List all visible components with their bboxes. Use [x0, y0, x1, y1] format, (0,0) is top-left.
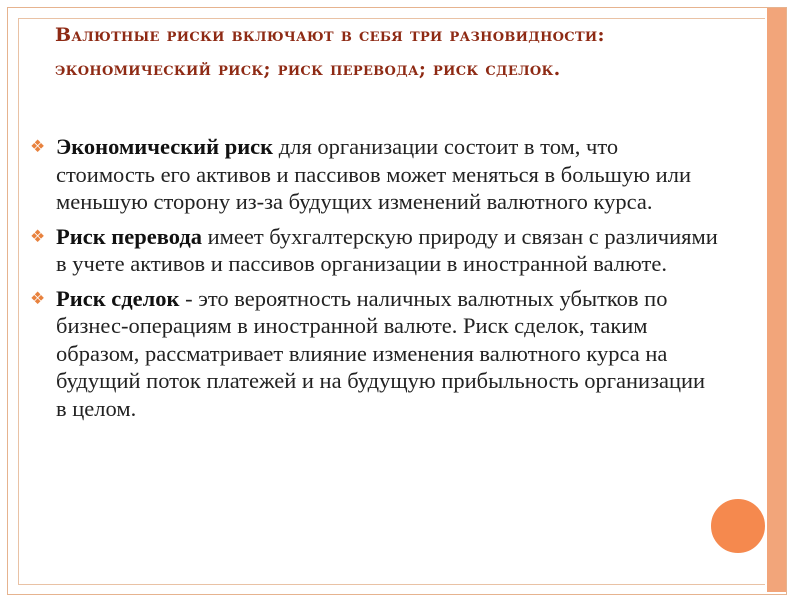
- diamond-bullet-icon: ❖: [30, 226, 46, 246]
- right-accent-band: [765, 8, 786, 592]
- bullet-list: [30, 133, 720, 429]
- accent-circle: [709, 497, 767, 555]
- bullet-term: Экономический риск: [56, 134, 274, 159]
- bullet-text: для организации состоит в том, что стоимость его активов и пассивов может меняться в большую или меньшую сторону из-за будущих изменений валютного курса.: [56, 134, 691, 214]
- bullet-text: имеет бухгалтерскую природу и связан с различиями в учете активов и пассивов организации в иностранной валюте.: [56, 223, 718, 276]
- slide-title: Валютные риски включают в себя три разновидности: экономический риск; риск перевода; риск сделок.: [55, 24, 605, 80]
- bullet-item-transaction-risk: [30, 285, 720, 423]
- diamond-bullet-icon: ❖: [30, 137, 46, 156]
- bullet-item-translation-risk: [30, 223, 720, 278]
- bullet-text: - это вероятность наличных валютных убытков по бизнес-операциям в иностранной валюте. Риск сделок, таким образом, рассматривает влияние изменения валютного курса на будущий поток платежей и на будущую прибыльность организации в целом.: [56, 285, 706, 421]
- bullet-term: Риск перевода: [56, 223, 202, 249]
- bullet-item-economic-risk: [30, 133, 720, 216]
- diamond-bullet-icon: ❖: [30, 288, 46, 308]
- bullet-term: Риск сделок: [56, 285, 180, 311]
